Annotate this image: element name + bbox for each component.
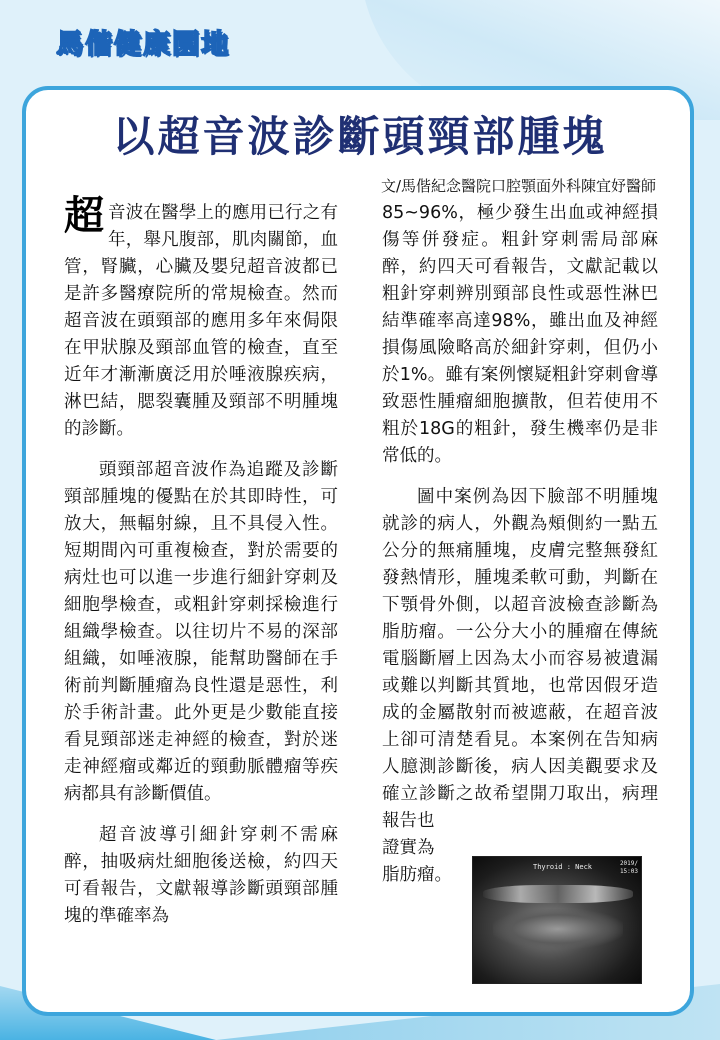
article-column-right bbox=[382, 200, 658, 889]
paragraph-case: 圖中案例為因下臉部不明腫塊就診的病人，外觀為頰側約一點五公分的無痛腫塊，皮膚完整無發紅發熱情形，腫塊柔軟可動，判斷在下顎骨外側，以超音波檢查診斷為脂肪瘤。一公分大小的腫瘤在傳統電腦斷層上因為太小而容易被遺漏或難以判斷其質地，也常因假牙造成的金屬散射而被遮蔽，在超音波上卻可清楚看見。本案例在告知病人臆測診斷後，病人因美觀要求及確立診斷之故希望開刀取出，病理報告也 bbox=[382, 487, 658, 831]
paragraph-intro-text: 音波在醫學上的應用已行之有年，舉凡腹部，肌肉關節，血管，腎臟，心臟及嬰兒超音波都已是許多醫療院所的常規檢查。然而超音波在頭頸部的應用多年來侷限在甲狀腺及頸部血管的檢查，直至近年才漸漸廣泛用於唾液腺疾病，淋巴結，腮裂囊腫及頸部不明腫塊的診斷。 bbox=[64, 203, 338, 439]
ultrasound-date: 2019/ bbox=[619, 860, 638, 867]
paragraph-intro bbox=[64, 193, 338, 443]
paragraph-case-end-2: 脂肪瘤。 bbox=[382, 865, 452, 885]
brand-logo-text: 馬偕健康園地 bbox=[56, 29, 230, 60]
dropcap: 超 bbox=[64, 193, 104, 239]
ultrasound-label: Thyroid : Neck bbox=[533, 863, 593, 871]
ultrasound-time: 15:03 bbox=[619, 868, 638, 875]
paragraph-case-end-1: 證實為 bbox=[382, 838, 435, 858]
paragraph-fine-needle: 超音波導引細針穿刺不需麻醉，抽吸病灶細胞後送檢，約四天可看報告，文獻報導診斷頭頸部腫塊的準確率為 bbox=[64, 825, 338, 926]
paragraph-core-needle: 85~96%，極少發生出血或神經損傷等併發症。粗針穿刺需局部麻醉，約四天可看報告，文獻記載以粗針穿刺辨別頸部良性或惡性淋巴結準確率高達98%，雖出血及神經損傷風險略高於細針穿刺，但仍小於1%。雖有案例懷疑粗針穿刺會導致惡性腫瘤細胞擴散，但若使用不粗於18G的粗針，發生機率仍是非常低的。 bbox=[382, 203, 658, 466]
ultrasound-lesion bbox=[493, 909, 623, 949]
author-byline: 文/馬偕紀念醫院口腔顎面外科陳宜妤醫師 bbox=[380, 177, 656, 195]
article-column-left bbox=[64, 193, 338, 930]
paragraph-advantages: 頭頸部超音波作為追蹤及診斷頸部腫塊的優點在於其即時性，可放大，無輻射線，且不具侵入性。短期間內可重複檢查，對於需要的病灶也可以進一步進行細針穿刺及細胞學檢查，或粗針穿刺採檢進行組織學檢查。以往切片不易的深部組織，如唾液腺，能幫助醫師在手術前判斷腫瘤為良性還是惡性，利於手術計畫。此外更是少數能直接看見頸部迷走神經的檢查，對於迷走神經瘤或鄰近的頸動脈體瘤等疾病都具有診斷價值。 bbox=[64, 460, 338, 804]
ultrasound-tissue-band bbox=[483, 885, 633, 903]
ultrasound-timestamp bbox=[620, 860, 638, 876]
page-title: 以超音波診斷頭頸部腫塊 bbox=[112, 112, 608, 161]
ultrasound-image bbox=[472, 856, 642, 984]
